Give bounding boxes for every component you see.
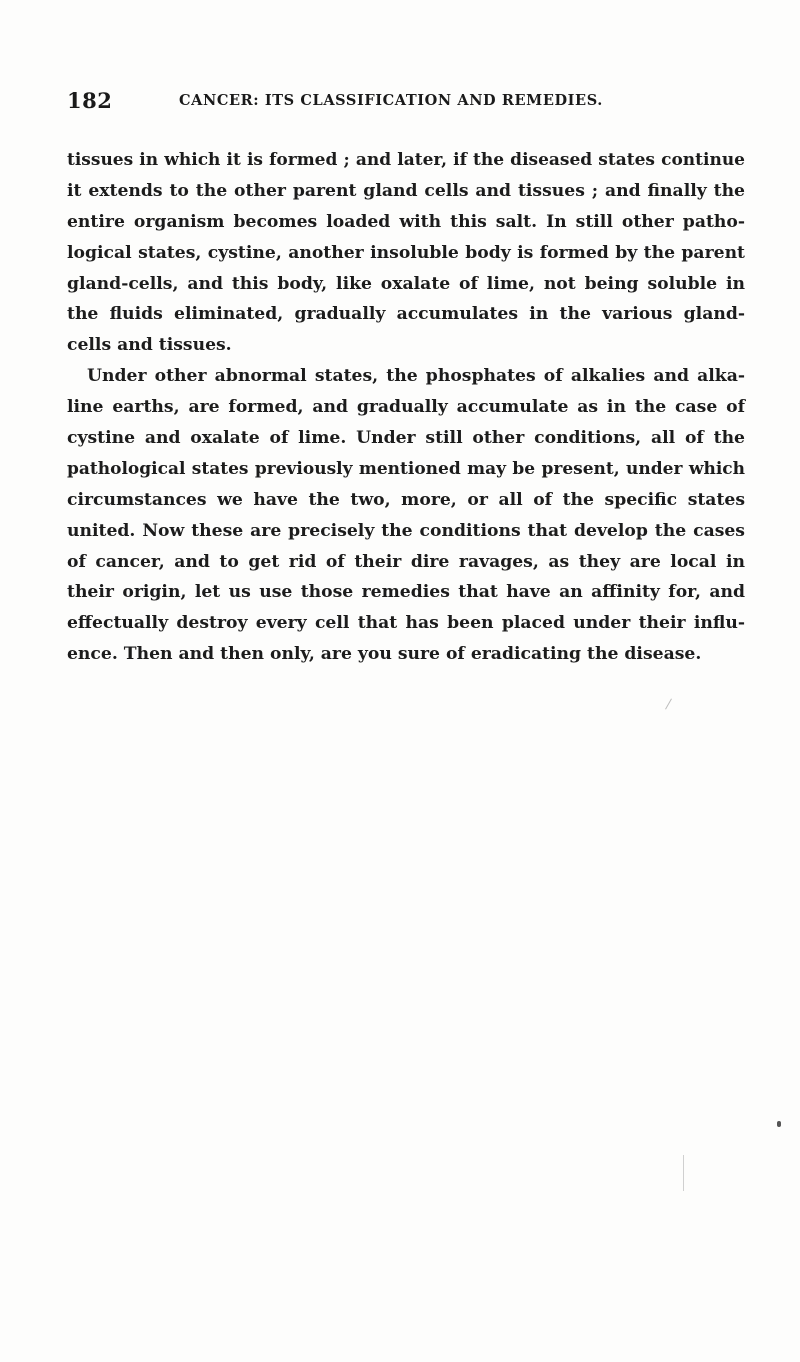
page-header <box>67 88 747 118</box>
text-line: tissues in which it is formed ; and later, if the diseased states continue <box>67 150 745 170</box>
text-line: pathological states previously mentioned may be present, under which <box>67 458 745 479</box>
text-line: circumstances we have the two, more, or all of the specific states <box>67 489 745 510</box>
text-line: cystine and oxalate of lime. Under still other conditions, all of the <box>67 428 745 449</box>
ink-speck <box>777 1121 781 1127</box>
text-line: ence. Then and then only, are you sure of eradicating the disease. <box>67 644 702 665</box>
text-line: their origin, let us use those remedies that have an affinity for, and <box>67 582 745 603</box>
text-line: of cancer, and to get rid of their dire ravages, as they are local in <box>67 551 745 572</box>
page-number: 182 <box>67 88 113 113</box>
text-line: cells and tissues. <box>67 335 232 356</box>
paper-blemish <box>683 1155 684 1191</box>
text-line: effectually destroy every cell that has been placed under their influ- <box>67 613 745 634</box>
text-line: gland-cells, and this body, like oxalate of lime, not being soluble in <box>67 273 745 294</box>
running-title: CANCER: ITS CLASSIFICATION AND REMEDIES. <box>179 92 603 109</box>
text-line: it extends to the other parent gland cells and tissues ; and finally the <box>67 180 745 201</box>
paper-blemish <box>665 699 672 710</box>
text-line: the fluids eliminated, gradually accumulates in the various gland- <box>67 304 745 325</box>
text-line: united. Now these are precisely the conditions that develop the cases <box>67 520 745 541</box>
text-line: entire organism becomes loaded with this salt. In still other patho- <box>67 211 745 232</box>
body-text <box>67 145 745 670</box>
text-line: logical states, cystine, another insoluble body is formed by the parent <box>67 242 745 263</box>
text-line: Under other abnormal states, the phosphates of alkalies and alka- <box>87 366 745 387</box>
text-line: line earths, are formed, and gradually accumulate as in the case of <box>67 397 745 418</box>
